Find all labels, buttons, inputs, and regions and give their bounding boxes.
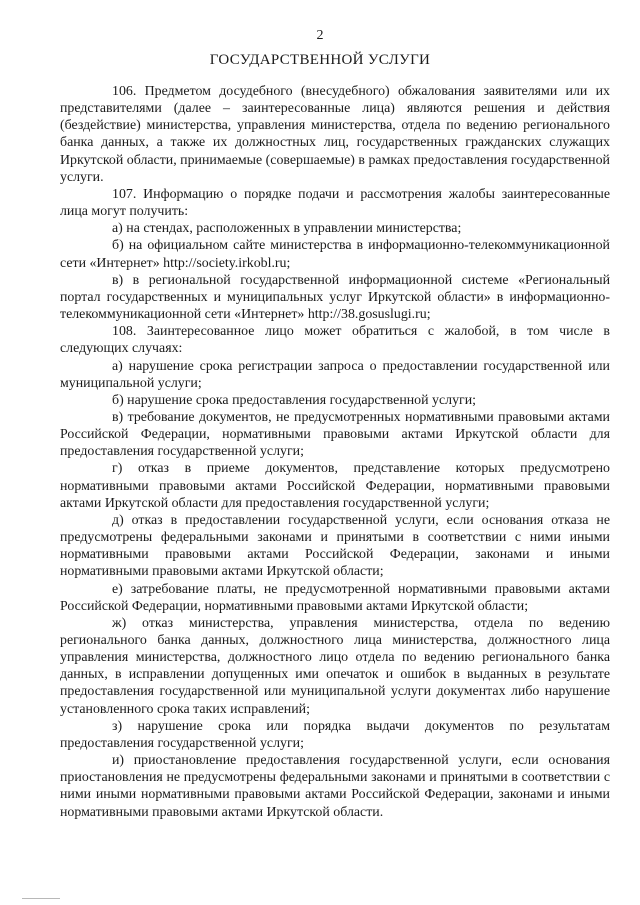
paragraph-108-e: е) затребование платы, не предусмотренной нормативными правовыми актами Российской Федерации, нормативными правовыми актами Иркутской области; bbox=[60, 581, 610, 614]
paragraph-107-a: а) на стендах, расположенных в управлении министерства; bbox=[112, 221, 462, 237]
paragraph-107-b: б) на официальном сайте министерства в информационно-телекоммуникационной сети «Интернет» http://society.irkobl.ru; bbox=[60, 238, 610, 271]
paragraph-108-zh: ж) отказ министерства, управления министерства, отдела по ведению регионального банка данных, должностного лица министерства, должностного лица управления министерства, должностного лицо отдела по ведению регионального банка данных, в исправлении допущенных ими опечаток и ошибок в выданных в результате предоставления государственной или муниципальной услуги документах либо нарушение установленного срока таких исправлений; bbox=[60, 615, 610, 717]
paragraph-107: 107. Информацию о порядке подачи и рассмотрения жалобы заинтересованные лица могут получить: bbox=[60, 186, 610, 220]
paragraph-108-v: в) требование документов, не предусмотренных нормативными правовыми актами Российской Федерации, нормативными правовыми актами Иркутской области для предоставления государственной услуги; bbox=[60, 409, 610, 460]
page-number: 2 bbox=[316, 28, 324, 43]
scan-edge-mark bbox=[22, 898, 60, 899]
paragraph-108-b: б) нарушение срока предоставления государственной услуги; bbox=[112, 392, 477, 408]
document-body bbox=[60, 83, 610, 821]
paragraph-108: 108. Заинтересованное лицо может обратиться с жалобой, в том числе в следующих случаях: bbox=[60, 324, 610, 357]
paragraph-108-a: а) нарушение срока регистрации запроса о предоставлении государственной или муниципальной услуги; bbox=[60, 358, 610, 391]
paragraph-106: 106. Предметом досудебного (внесудебного) обжалования заявителями или их представителями (далее – заинтересованные лица) являются решения и действия (бездействие) министерства, управления министерства, отдела по ведению регионального банка данных, а также их должностных лиц, государственных гражданских служащих Иркутской области, принимаемые (совершаемые) в рамках предоставления государственной услуги. bbox=[60, 84, 610, 185]
paragraph-108-i: и) приостановление предоставления государственной услуги, если основания приостановления не предусмотрены федеральными законами и принятыми в соответствии с ними иными нормативными правовыми актами Российской Федерации, законами и иными нормативными правовыми актами Иркутской области. bbox=[60, 753, 610, 820]
paragraph-108-z: з) нарушение срока или порядка выдачи документов по результатам предоставления государственной услуги; bbox=[60, 718, 610, 751]
paragraph-107-v: в) в региональной государственной информационной системе «Региональный портал государственных и муниципальных услуг Иркутской области» в информационно-телекоммуникационной сети «Интернет» http://38.gosuslugi.ru; bbox=[60, 272, 610, 323]
paragraph-108-g: г) отказ в приеме документов, представление которых предусмотрено нормативными правовыми актами Российской Федерации, нормативными правовыми актами Иркутской области для предоставления государственной услуги; bbox=[60, 461, 610, 511]
running-header: ГОСУДАРСТВЕННОЙ УСЛУГИ bbox=[209, 52, 431, 68]
paragraph-108-d: д) отказ в предоставлении государственной услуги, если основания отказа не предусмотрены федеральными законами и принятыми в соответствии с ними иными нормативными правовыми актами Российской Федерации, законами и иными нормативными правовыми актами Иркутской области; bbox=[60, 512, 610, 580]
